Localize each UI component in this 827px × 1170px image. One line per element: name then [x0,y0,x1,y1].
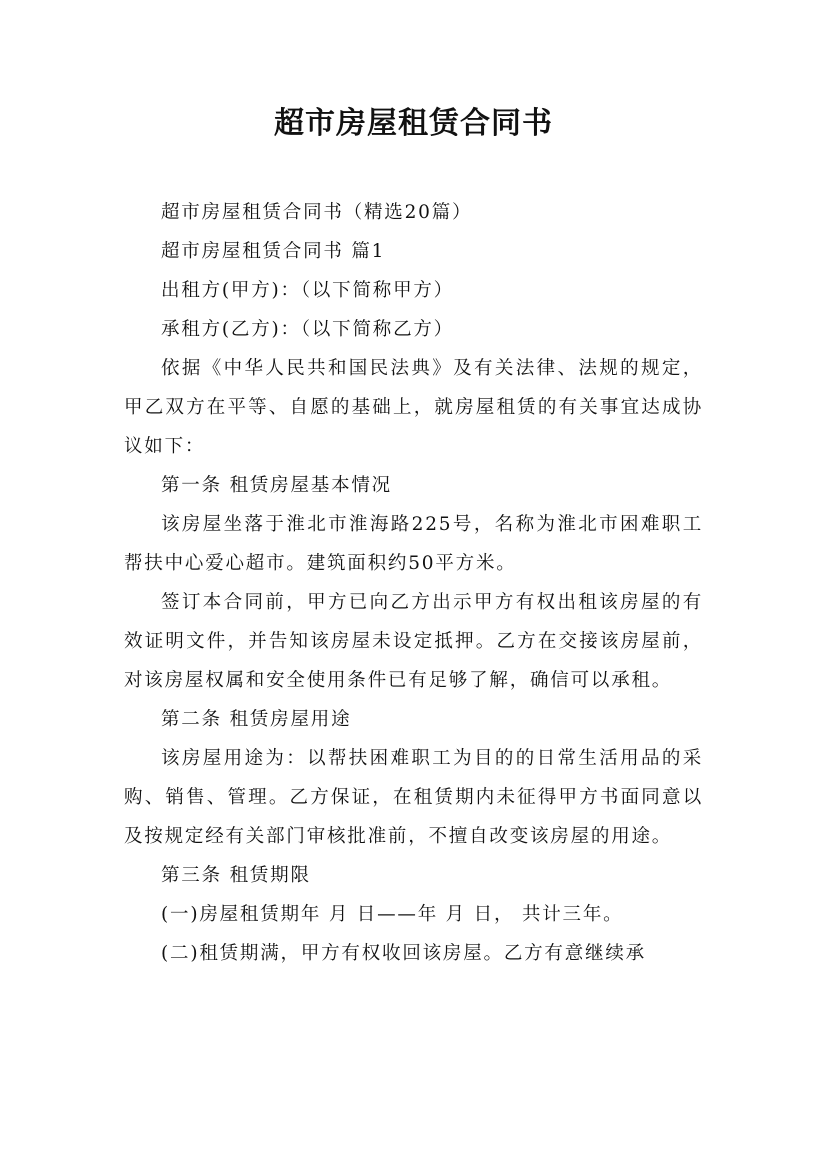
paragraph-preamble: 依据《中华人民共和国民法典》及有关法律、法规的规定，甲乙双方在平等、自愿的基础上，就房屋租赁的有关事宜达成协议如下： [124,358,703,457]
article-1-heading: 第一条 租赁房屋基本情况 [161,475,392,496]
article-1-location: 该房屋坐落于淮北市淮海路225号，名称为淮北市困难职工帮扶中心爱心超市。建筑面积约50平方米。 [124,514,703,574]
article-2-usage: 该房屋用途为：以帮扶困难职工为目的的日常生活用品的采购、销售、管理。乙方保证，在租赁期内未征得甲方书面同意以及按规定经有关部门审核批准前，不擅自改变该房屋的用途。 [124,748,703,847]
article-3-heading: 第三条 租赁期限 [161,865,311,886]
article-3-term: (一)房屋租赁期年 月 日——年 月 日， 共计三年。 [161,904,624,925]
article-1-disclosure: 签订本合同前，甲方已向乙方出示甲方有权出租该房屋的有效证明文件，并告知该房屋未设定抵押。乙方在交接该房屋前，对该房屋权属和安全使用条件已有足够了解，确信可以承租。 [124,592,703,691]
paragraph-lessor: 出租方(甲方)：（以下简称甲方） [161,280,454,301]
paragraph-lessee: 承租方(乙方)：（以下简称乙方） [161,319,454,340]
document-title: 超市房屋租赁合同书 [274,106,553,141]
document-body [124,193,703,973]
paragraph-subtitle: 超市房屋租赁合同书（精选20篇） [161,202,473,223]
article-3-expiry: (二)租赁期满，甲方有权收回该房屋。乙方有意继续承 [161,943,646,964]
article-2-heading: 第二条 租赁房屋用途 [161,709,352,730]
paragraph-section-label: 超市房屋租赁合同书 篇1 [161,241,386,262]
